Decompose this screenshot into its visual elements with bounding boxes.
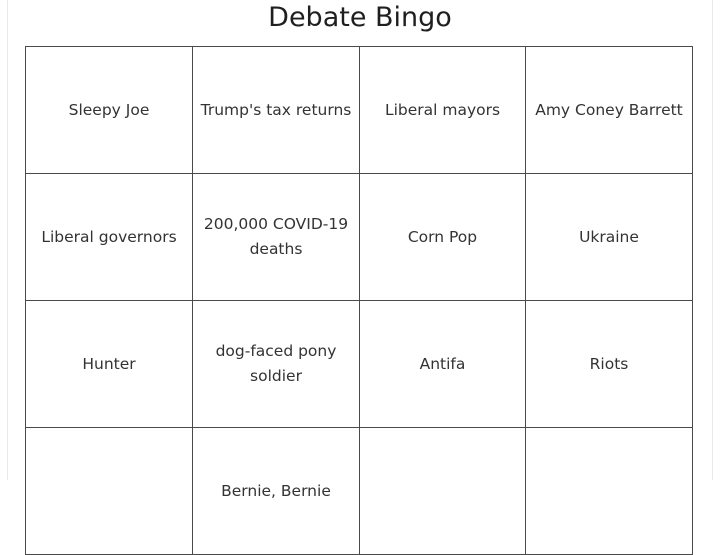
- bingo-cell-label: 200,000 COVID-19 deaths: [203, 215, 349, 258]
- bingo-cell[interactable]: [526, 174, 693, 301]
- bingo-cell-label: Hunter: [82, 354, 136, 373]
- bingo-cell[interactable]: [193, 428, 360, 555]
- bingo-cell-label: Liberal governors: [41, 227, 177, 246]
- bingo-cell[interactable]: [360, 428, 526, 555]
- bingo-cell-label: Amy Coney Barrett: [535, 100, 683, 119]
- bingo-cell-label: Antifa: [419, 354, 466, 373]
- bingo-cell[interactable]: [526, 428, 693, 555]
- bingo-cell[interactable]: [26, 47, 193, 174]
- bingo-cell-label: Trump's tax returns: [200, 100, 352, 119]
- bingo-cell-label: dog-faced pony soldier: [215, 342, 337, 385]
- bingo-cell-label: Ukraine: [579, 227, 639, 246]
- bingo-cell[interactable]: [360, 301, 526, 428]
- bingo-cell[interactable]: [26, 174, 193, 301]
- bingo-cell[interactable]: [193, 174, 360, 301]
- bingo-cell[interactable]: [193, 301, 360, 428]
- bingo-cell[interactable]: [193, 47, 360, 174]
- bingo-board: [25, 46, 693, 555]
- bingo-cell[interactable]: [526, 301, 693, 428]
- bingo-cell[interactable]: [526, 47, 693, 174]
- bingo-cell-label: Corn Pop: [407, 227, 478, 246]
- content-right-border: [712, 0, 713, 480]
- bingo-cell-label: Sleepy Joe: [68, 100, 150, 119]
- bingo-cell[interactable]: [360, 174, 526, 301]
- bingo-cell-label: Riots: [589, 354, 629, 373]
- bingo-cell[interactable]: [26, 428, 193, 555]
- content-left-border: [7, 0, 8, 480]
- bingo-board-viewport: [25, 46, 695, 500]
- bingo-cell[interactable]: [360, 47, 526, 174]
- bingo-cell[interactable]: [26, 301, 193, 428]
- page-title: Debate Bingo: [268, 2, 452, 33]
- bingo-cell-label: Bernie, Bernie: [221, 481, 331, 500]
- bingo-cell-label: Liberal mayors: [384, 100, 501, 119]
